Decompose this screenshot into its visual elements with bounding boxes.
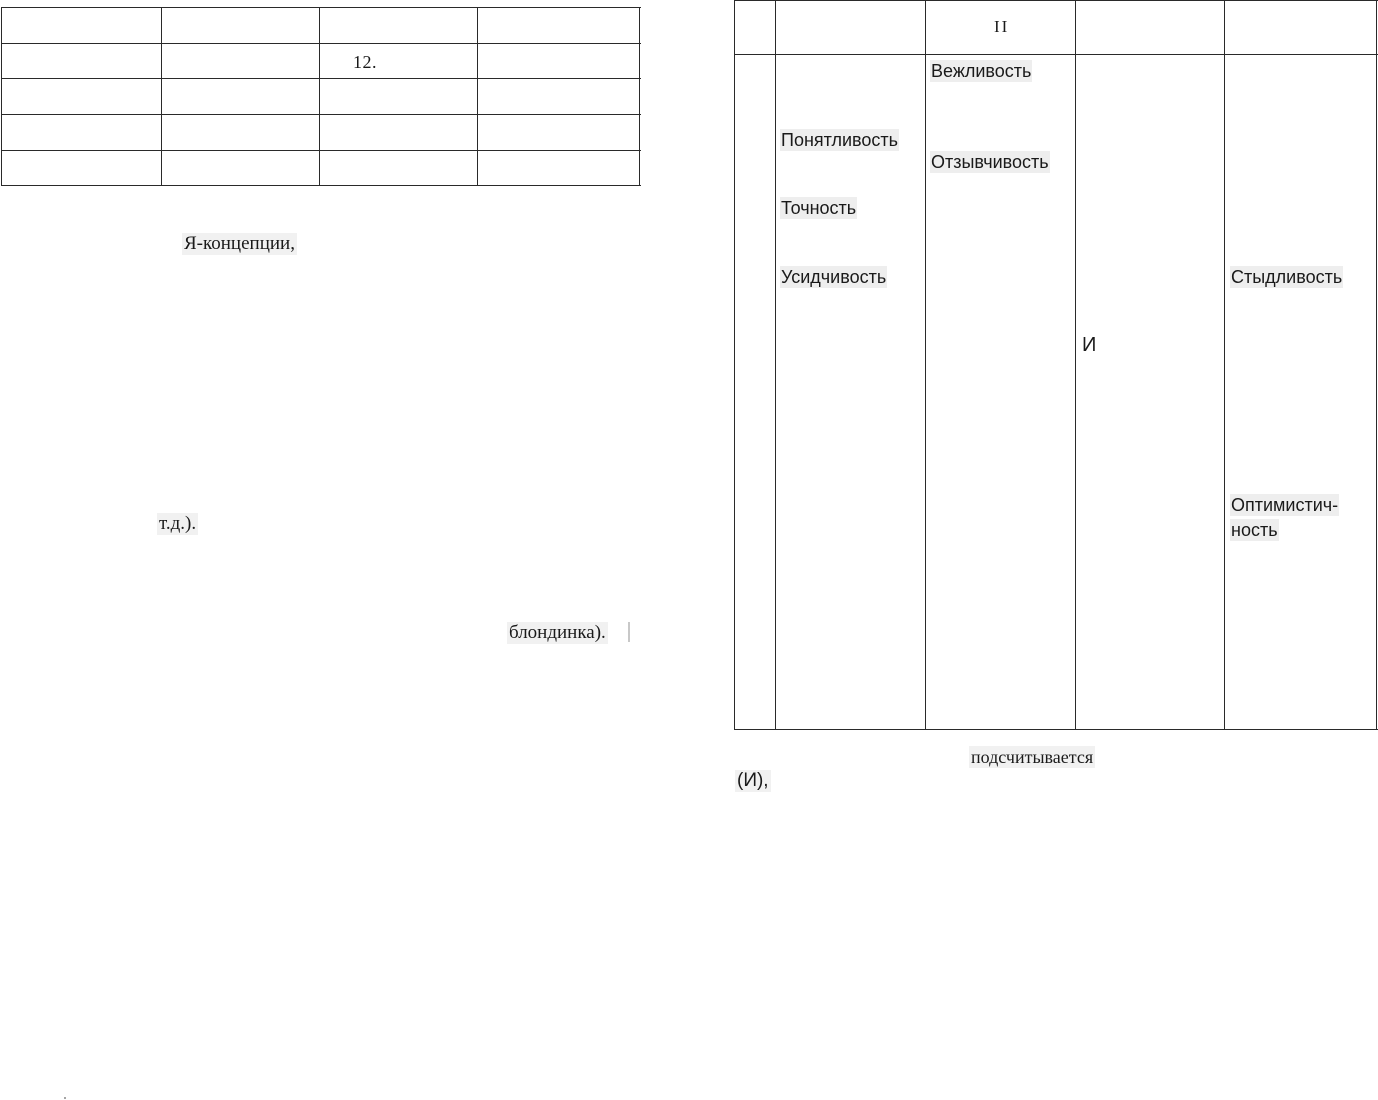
quality-item: Точность (781, 198, 857, 218)
quality-item: Отзывчивость (931, 152, 1049, 172)
quality-item: Стыдливость (1231, 267, 1343, 287)
table-rule (1376, 0, 1377, 730)
table-rule (1, 78, 641, 79)
table-rule (1, 7, 2, 186)
left-table (1, 7, 641, 186)
quality-item: Понятливость (781, 130, 899, 150)
table-rule (477, 7, 478, 186)
quality-item: Оптимистич- (1231, 495, 1339, 515)
text-fragment: подсчитывается (971, 747, 1094, 767)
table-rule (1224, 0, 1225, 730)
table-rule (734, 0, 735, 730)
speck (64, 1097, 66, 1099)
quality-item: Усидчивость (781, 267, 887, 287)
table-rule (925, 0, 926, 730)
text-fragment: Я-концепции, (184, 233, 295, 254)
table-rule (161, 7, 162, 186)
table-rule (639, 7, 640, 186)
table-rule (775, 0, 776, 730)
text-cursor (628, 622, 630, 642)
quality-item: ность (1231, 520, 1278, 540)
column-header: II (994, 17, 1010, 36)
quality-item: Вежливость (931, 61, 1032, 81)
quality-item: И (1082, 334, 1097, 356)
table-cell: 12. (353, 52, 377, 72)
right-table (734, 0, 1378, 730)
text-fragment: (И), (737, 770, 769, 791)
table-rule (319, 7, 320, 186)
table-rule (1, 150, 641, 151)
table-rule (1, 114, 641, 115)
table-rule (1, 7, 641, 8)
table-rule (1, 43, 641, 44)
text-fragment: т.д.). (159, 513, 197, 534)
table-rule (1075, 0, 1076, 730)
table-rule (1, 185, 641, 186)
table-rule (734, 54, 1378, 55)
table-rule (734, 729, 1378, 730)
table-rule (734, 0, 1378, 1)
text-fragment: блондинка). (509, 622, 606, 643)
